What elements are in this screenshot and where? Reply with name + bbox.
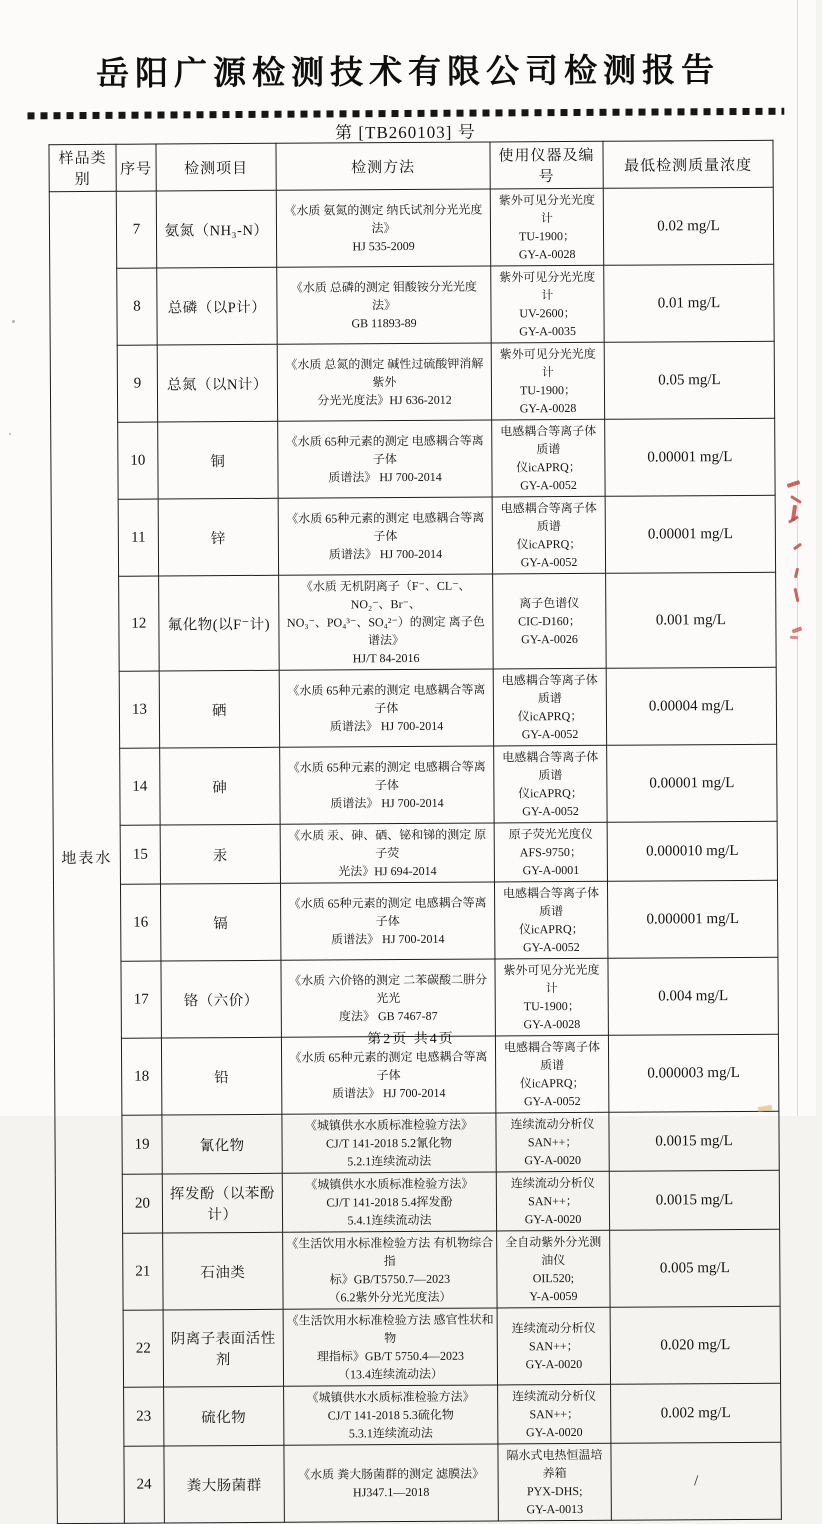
row-21-detection-limit: 0.005 mg/L	[610, 1229, 780, 1307]
row-13-detection-limit: 0.00004 mg/L	[606, 667, 776, 745]
row-16-test-method: 《水质 65种元素的测定 电感耦合等离子体 质谱法》 HJ 700-2014	[280, 882, 494, 960]
row-11-test-item: 锌	[158, 498, 278, 576]
row-12-test-item: 氟化物(以F⁻计)	[159, 575, 280, 671]
row-8-test-method: 《水质 总磷的测定 钼酸铵分光光度法》 GB 11893-89	[277, 266, 491, 344]
table-row	[56, 1229, 780, 1310]
row-7-detection-limit: 0.02 mg/L	[603, 187, 773, 265]
table-row	[57, 1383, 781, 1446]
row-23-instrument: 连续流动分析仪 SAN++； GY-A-0020	[498, 1384, 611, 1444]
row-21-instrument: 全自动紫外分光测油仪 OIL520; Y-A-0059	[497, 1230, 610, 1308]
row-8-serial-no: 8	[117, 268, 157, 345]
table-body	[49, 187, 781, 1523]
scan-page-edge	[797, 0, 798, 1116]
row-16-detection-limit: 0.000001 mg/L	[607, 880, 777, 958]
row-9-instrument: 紫外可见分光光度计 TU-1900； GY-A-0028	[491, 342, 604, 420]
col-header-instrument: 使用仪器及编号	[490, 141, 603, 189]
row-11-instrument: 电感耦合等离子体质谱 仪icAPRQ； GY-A-0052	[492, 496, 605, 574]
row-19-test-method: 《城镇供水水质标准检验方法》 CJ/T 141-2018 5.2氰化物 5.2.1连续流动法	[282, 1113, 496, 1173]
col-header-serial-no: 序号	[116, 144, 156, 191]
row-14-test-method: 《水质 65种元素的测定 电感耦合等离子体 质谱法》 HJ 700-2014	[280, 746, 494, 824]
row-13-instrument: 电感耦合等离子体质谱 仪icAPRQ； GY-A-0052	[493, 668, 606, 746]
red-stamp-mark	[790, 636, 798, 640]
row-17-detection-limit: 0.004 mg/L	[608, 957, 778, 1035]
row-13-serial-no: 13	[119, 671, 159, 748]
row-12-test-method: 《水质 无机阴离子（F⁻、CL⁻、NO₂⁻、Br⁻、 NO₃⁻、PO₄³⁻、SO₄²⁻）的测定 离子色谱法》 HJ/T 84-2016	[279, 574, 494, 670]
row-7-test-item: 氨氮（NH₃-N）	[156, 190, 276, 268]
scan-speck	[9, 433, 11, 435]
row-9-test-method: 《水质 总氮的测定 碱性过硫酸钾消解紫外 分光光度法》HJ 636-2012	[277, 343, 491, 421]
row-19-detection-limit: 0.0015 mg/L	[609, 1111, 779, 1171]
table-header-row	[49, 140, 773, 191]
row-20-detection-limit: 0.0015 mg/L	[609, 1170, 779, 1230]
row-20-test-method: 《城镇供水水质标准检验方法》 CJ/T 141-2018 5.4挥发酚 5.4.1连续流动法	[282, 1172, 496, 1232]
row-16-test-item: 镉	[160, 883, 280, 961]
row-11-detection-limit: 0.00001 mg/L	[605, 495, 775, 573]
col-header-detection-limit: 最低检测质量浓度	[603, 140, 773, 188]
table-row	[51, 495, 775, 576]
row-21-test-method: 《生活饮用水标准检验方法 有机物综合指 标》GB/T5750.7—2023 （6.2紫外分光光度法）	[283, 1231, 497, 1309]
row-23-serial-no: 23	[124, 1387, 164, 1446]
row-18-test-item: 铅	[161, 1037, 281, 1115]
row-24-test-item: 粪大肠菌群	[164, 1445, 284, 1523]
table-row	[49, 187, 773, 268]
row-8-detection-limit: 0.01 mg/L	[604, 264, 774, 342]
row-15-instrument: 原子荧光光度仪 AFS-9750； GY-A-0001	[494, 822, 607, 882]
row-12-detection-limit: 0.001 mg/L	[606, 572, 777, 668]
row-12-serial-no: 12	[119, 576, 160, 671]
row-16-instrument: 电感耦合等离子体质谱 仪icAPRQ； GY-A-0052	[494, 881, 607, 959]
table-row	[55, 1170, 779, 1233]
row-23-test-method: 《城镇供水水质标准检验方法》 CJ/T 141-2018 5.3硫化物 5.3.1连续流动法	[284, 1385, 498, 1445]
row-19-test-item: 氰化物	[162, 1114, 282, 1174]
row-10-detection-limit: 0.00001 mg/L	[605, 418, 775, 496]
row-21-serial-no: 21	[123, 1233, 163, 1310]
row-10-test-method: 《水质 65种元素的测定 电感耦合等离子体 质谱法》 HJ 700-2014	[278, 420, 492, 498]
row-17-test-method: 《水质 六价铬的测定 二苯碳酸二肼分光光 度法》 GB 7467-87	[281, 959, 495, 1037]
row-11-test-method: 《水质 65种元素的测定 电感耦合等离子体 质谱法》 HJ 700-2014	[278, 497, 492, 575]
col-header-sample-category: 样品类别	[49, 144, 116, 191]
row-24-serial-no: 24	[124, 1446, 164, 1523]
row-22-detection-limit: 0.020 mg/L	[610, 1306, 780, 1384]
row-19-instrument: 连续流动分析仪 SAN++； GY-A-0020	[496, 1112, 609, 1172]
table-row	[53, 880, 777, 961]
row-20-serial-no: 20	[122, 1174, 162, 1233]
row-17-instrument: 紫外可见分光光度计 TU-1900； GY-A-0028	[495, 958, 608, 1036]
row-15-detection-limit: 0.000010 mg/L	[607, 821, 777, 881]
row-17-test-item: 铬（六价）	[161, 960, 281, 1038]
table-row	[53, 821, 777, 884]
row-24-test-method: 《水质 粪大肠菌群的测定 滤膜法》 HJ347.1—2018	[284, 1444, 498, 1522]
row-15-test-method: 《水质 汞、砷、硒、铋和锑的测定 原子荧 光法》HJ 694-2014	[280, 823, 494, 883]
row-15-test-item: 汞	[160, 824, 280, 884]
row-23-test-item: 硫化物	[164, 1386, 284, 1446]
row-18-serial-no: 18	[121, 1038, 161, 1115]
test-items-table	[48, 140, 781, 1524]
row-14-test-item: 砷	[160, 747, 280, 825]
row-12-instrument: 离子色谱仪 CIC-D160； GY-A-0026	[493, 573, 607, 669]
col-header-test-method: 检测方法	[276, 142, 490, 190]
row-9-test-item: 总氮（以N计）	[157, 344, 277, 422]
row-8-test-item: 总磷（以P计）	[157, 267, 277, 345]
row-24-instrument: 隔水式电热恒温培养箱 PYX-DHS; GY-A-0013	[498, 1443, 611, 1521]
table-row	[50, 264, 774, 345]
report-number-suffix: 号	[457, 122, 476, 142]
row-14-instrument: 电感耦合等离子体质谱 仪icAPRQ； GY-A-0052	[494, 745, 607, 823]
table-row	[57, 1442, 781, 1523]
table-row	[56, 1306, 780, 1387]
row-22-test-method: 《生活饮用水标准检验方法 感官性状和物 理指标》GB/T 5750.4—2023 （13.4连续流动法）	[283, 1308, 497, 1386]
scan-speck	[12, 320, 15, 323]
row-16-serial-no: 16	[120, 884, 160, 961]
row-22-serial-no: 22	[123, 1310, 163, 1387]
row-10-serial-no: 10	[118, 422, 158, 499]
report-title: 岳阳广源检测技术有限公司检测报告	[95, 53, 721, 93]
row-20-instrument: 连续流动分析仪 SAN++； GY-A-0020	[496, 1171, 609, 1231]
row-9-detection-limit: 0.05 mg/L	[604, 341, 774, 419]
sample-category-cell: 地表水	[49, 191, 124, 1523]
row-20-test-item: 挥发酚（以苯酚计）	[162, 1173, 282, 1233]
page-number-footer: 第2页 共4页	[367, 1031, 455, 1048]
row-13-test-item: 硒	[159, 670, 279, 748]
row-24-detection-limit: /	[611, 1442, 781, 1520]
row-7-test-method: 《水质 氨氮的测定 纳氏试剂分光光度法》 HJ 535-2009	[276, 189, 490, 267]
row-14-detection-limit: 0.00001 mg/L	[607, 744, 777, 822]
row-18-test-method: 《水质 65种元素的测定 电感耦合等离子体 质谱法》 HJ 700-2014	[281, 1036, 495, 1114]
row-18-instrument: 电感耦合等离子体质谱 仪icAPRQ； GY-A-0052	[495, 1035, 608, 1113]
table-row	[52, 572, 777, 671]
report-number-prefix: 第	[335, 123, 354, 143]
row-18-detection-limit: 0.000003 mg/L	[608, 1034, 778, 1112]
row-10-instrument: 电感耦合等离子体质谱 仪icAPRQ； GY-A-0052	[492, 419, 605, 497]
row-17-serial-no: 17	[121, 961, 161, 1038]
row-22-test-item: 阴离子表面活性剂	[163, 1309, 283, 1387]
table-row	[51, 418, 775, 499]
report-number: [TB260103]	[358, 122, 453, 143]
row-7-serial-no: 7	[116, 191, 156, 268]
row-11-serial-no: 11	[118, 499, 158, 576]
table-row	[55, 1111, 779, 1174]
row-7-instrument: 紫外可见分光光度计 TU-1900； GY-A-0028	[490, 188, 603, 266]
table-row	[52, 667, 776, 748]
row-15-serial-no: 15	[120, 825, 160, 884]
row-9-serial-no: 9	[117, 345, 157, 422]
row-19-serial-no: 19	[122, 1115, 162, 1174]
row-10-test-item: 铜	[158, 421, 278, 499]
row-14-serial-no: 14	[120, 748, 160, 825]
col-header-test-item: 检测项目	[156, 143, 276, 191]
table-row	[50, 341, 774, 422]
row-23-detection-limit: 0.002 mg/L	[611, 1383, 781, 1443]
row-8-instrument: 紫外可见分光光度计 UV-2600； GY-A-0035	[491, 265, 604, 343]
row-13-test-method: 《水质 65种元素的测定 电感耦合等离子体 质谱法》 HJ 700-2014	[279, 669, 493, 747]
row-22-instrument: 连续流动分析仪 SAN++； GY-A-0020	[497, 1307, 610, 1385]
row-21-test-item: 石油类	[163, 1232, 283, 1310]
table-row	[53, 744, 777, 825]
